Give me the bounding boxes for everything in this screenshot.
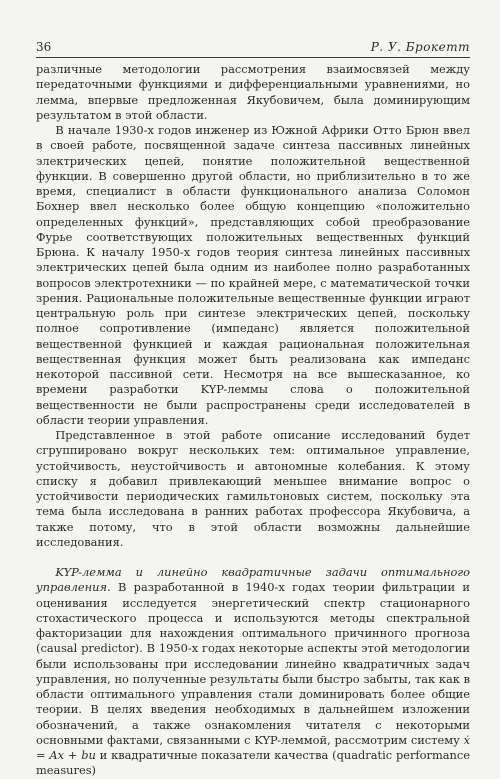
section-paragraph xyxy=(36,565,470,779)
running-head-author: Р. У. Брокетт xyxy=(370,40,470,54)
section-tail: и квадратичные показатели качества (quadratic performance measures) xyxy=(36,748,470,778)
system-equation: ẋ = Ax + bu xyxy=(36,732,470,762)
body-text xyxy=(36,62,470,779)
running-head xyxy=(36,40,470,58)
paragraph-continuation: различные методологии рассмотрения взаимосвязей между передаточными функциями и дифференциальными уравнениями, но лемма, впервые предложенная Якубовичем, была доминирующим результатом в этой области. xyxy=(36,62,470,122)
section-title: KYP-лемма и линейно квадратичные задачи оптимального управления. xyxy=(36,565,470,595)
page-number: 36 xyxy=(36,40,52,54)
paragraph-brune-bochner: В начале 1930-х годов инженер из Южной Африки Отто Брюн ввел в своей работе, посвященной задаче синтеза пассивных линейных электрических цепей, понятие положительной вещественной функции. В совершенно другой области, но приблизительно в то же время, специалист в области функционального анализа Соломон Бохнер ввел несколько более общую концепцию «положительно определенных функций», представляющих собой преобразование Фурье соответствующих положительных вещественных функций Брюна. К началу 1950-х годов теория синтеза линейных пассивных электрических цепей была одним из наиболее полно разработанных вопросов электротехники — по крайней мере, с математической точки зрения. Рациональные положительные вещественные функции играют центральную роль при синтезе электрических цепей, поскольку полное сопротивление (импеданс) является положительной вещественной функцией и каждая рациональная положительная вещественная функция может быть реализована как импеданс некоторой пассивной сети. Несмотря на все вышесказанное, ко времени разработки KYP-леммы слова о положительной вещественности не были распространены среди исследователей в области теории управления. xyxy=(36,123,470,427)
section-body: В разработанной в 1940-х годах теории фильтрации и оценивания исследуется энергетический спектр стационарного стохастического процесса и используются методы спектральной факторизации для нахождения оптимального причинного прогноза (causal predictor). В 1950-х годах некоторые аспекты этой методологии были использованы при исследовании линейно квадратичных задач управления, но полученные результаты были быстро забыты, так как в области оптимального управления стали доминировать более общие теории. В целях введения необходимых в дальнейшем изложении обозначений, а также ознакомления читателя с некоторыми основными фактами, связанными с KYP-леммой, рассмотрим систему xyxy=(36,580,470,747)
paragraph-topics: Представленное в этой работе описание исследований будет сгруппировано вокруг нескольких тем: оптимальное управление, устойчивость, неустойчивость и автономные колебания. К этому списку я добавил привлекающий меньшее внимание вопрос о устойчивости периодических гамильтоновых систем, поскольку эта тема была исследована в ранних работах профессора Якубовича, а также потому, что в этой области возможны дальнейшие исследования. xyxy=(36,428,470,549)
